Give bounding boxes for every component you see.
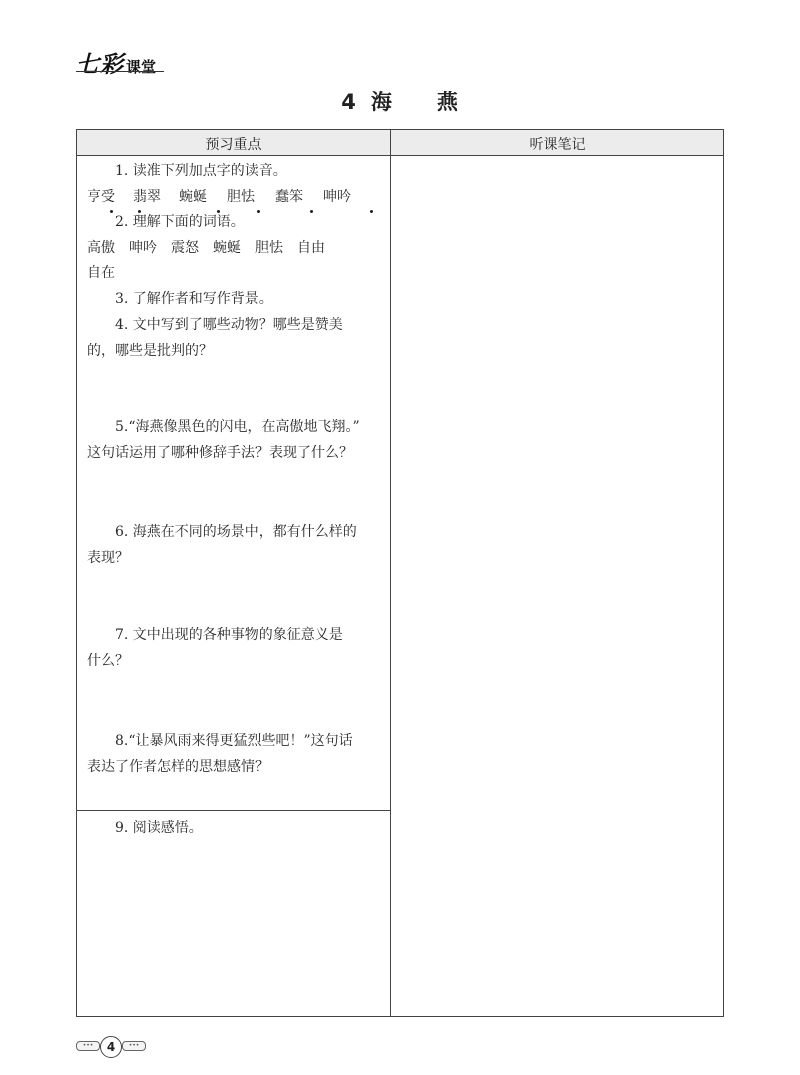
title-char-1: 海: [370, 90, 393, 114]
question-4: 4. 文中写到了哪些动物？哪些是赞美: [115, 317, 343, 333]
question-2: 2. 理解下面的词语。: [115, 214, 245, 230]
word-4: 胆怯: [227, 189, 255, 205]
question-2-words-cont: 自在: [87, 265, 115, 281]
word-1: 亨受: [87, 189, 115, 205]
brand-sub: 课堂: [126, 58, 157, 76]
word-3: 蜿蜒: [179, 189, 207, 205]
page-title: [0, 86, 800, 116]
question-1: 1. 读准下列加点字的读音。: [115, 163, 287, 179]
row-divider: [77, 810, 391, 811]
question-1-words: [87, 187, 383, 207]
title-char-2: 燕: [436, 90, 459, 114]
question-4-cont: 的，哪些是批判的？: [87, 343, 213, 359]
question-6: 6. 海燕在不同的场景中，都有什么样的: [115, 524, 357, 540]
table-header: [77, 130, 723, 156]
question-3: 3. 了解作者和写作背景。: [115, 291, 273, 307]
badge-left-ornament: •••: [76, 1041, 100, 1051]
brand-logo: [76, 46, 157, 78]
question-7: 7. 文中出现的各种事物的象征意义是: [115, 627, 343, 643]
question-8-cont: 表达了作者怎样的思想感情？: [87, 759, 269, 775]
header-class-notes: 听课笔记: [529, 137, 586, 153]
column-divider: [390, 130, 391, 1016]
question-8: 8.“让暴风雨来得更猛烈些吧！”这句话: [115, 733, 353, 749]
question-7-cont: 什么？: [87, 653, 129, 669]
study-table: [76, 129, 724, 1017]
brand-underline: [76, 71, 164, 72]
question-2-words: 高傲 呻吟 震怒 蜿蜒 胆怯 自由: [87, 240, 325, 256]
question-9: 9. 阅读感悟。: [115, 820, 203, 836]
page-number: 4: [100, 1036, 122, 1058]
word-6: 呻吟: [323, 189, 351, 205]
header-preview-focus: 预习重点: [205, 137, 262, 153]
question-5: 5.“海燕像黑色的闪电，在高傲地飞翔。”: [115, 419, 360, 435]
badge-right-ornament: •••: [122, 1041, 146, 1051]
question-6-cont: 表现？: [87, 550, 129, 566]
word-2: 翡翠: [133, 189, 161, 205]
lesson-number: 4: [341, 90, 357, 114]
dot-1: [110, 210, 113, 213]
page-number-badge: [76, 1036, 146, 1056]
question-5-cont: 这句话运用了哪种修辞手法？表现了什么？: [87, 445, 353, 461]
brand-main: 七彩: [76, 51, 124, 78]
word-5: 蠢笨: [275, 189, 303, 205]
